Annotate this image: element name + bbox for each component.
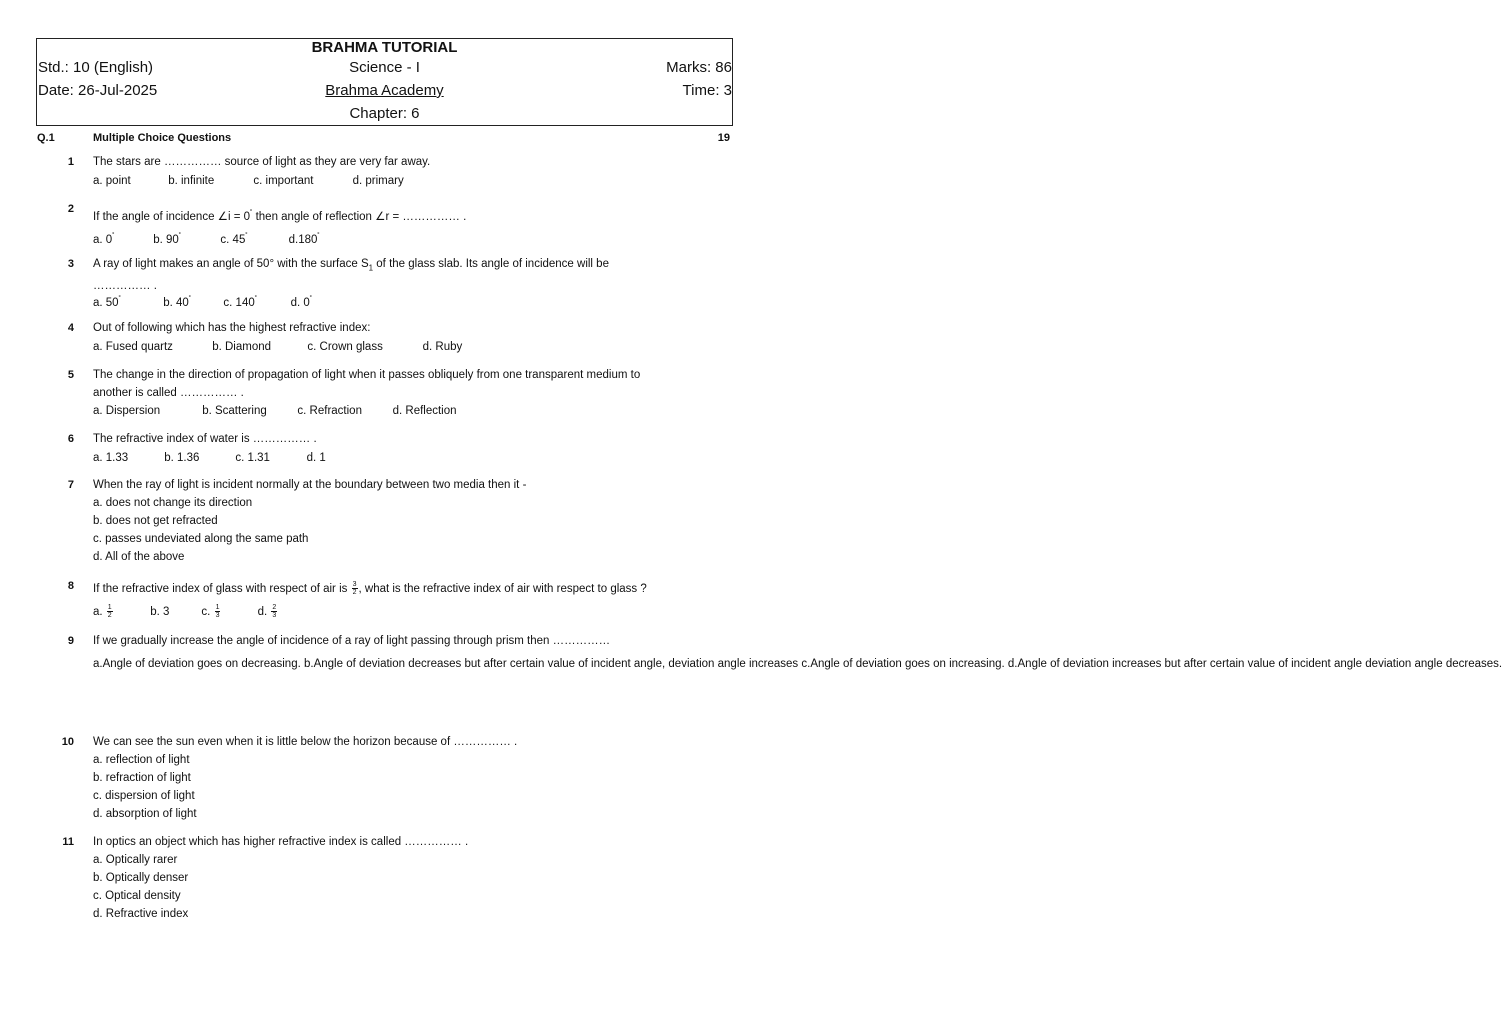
option-c: c. Optical density xyxy=(93,890,181,902)
option-a: a. Fused quartz xyxy=(93,341,173,353)
option-b: b.Angle of deviation decreases but after certain value of incident angle, deviation angle increases xyxy=(304,658,799,670)
section-marks: 19 xyxy=(717,132,730,144)
date-label: Date: 26-Jul-2025 xyxy=(38,82,158,99)
option-c: c. important xyxy=(253,175,314,187)
question-number: 3 xyxy=(67,258,74,270)
option-d: d.Angle of deviation increases but after certain value of incident angle deviation angle decreases. xyxy=(1007,658,1502,670)
option-a: a. does not change its direction xyxy=(93,497,253,509)
option-b: b. infinite xyxy=(168,175,215,187)
question-text: If the angle of incidence ∠i = 0˚ then angle of reflection ∠r = …………… . xyxy=(93,210,467,223)
options-row xyxy=(93,603,278,621)
options-row xyxy=(93,402,457,420)
option-d: d. absorption of light xyxy=(93,808,197,820)
question-text: If the refractive index of glass with respect of air is $\frac{3}{2}$ , what is the refractive index of air with respect to glass ? xyxy=(93,581,647,597)
option-b: b. does not get refracted xyxy=(93,515,218,527)
option-d: d. Reflection xyxy=(392,405,457,417)
options-row xyxy=(93,338,462,356)
option-b: b. Scattering xyxy=(202,405,267,417)
question-text: In optics an object which has higher refractive index is called …………… . a. Optically rarer b. Optically denser c. Optical density d. Refractive index xyxy=(93,833,693,923)
option-a: a. 50˚ xyxy=(93,296,121,309)
question-number: 1 xyxy=(67,156,74,168)
question-text: We can see the sun even when it is little below the horizon because of …………… . a. reflection of light b. refraction of light c. dispersion of light d. absorption of light xyxy=(93,733,693,823)
options-row xyxy=(93,172,404,190)
option-b: b. Optically denser xyxy=(93,872,189,884)
option-b: b. 1.36 xyxy=(164,452,200,464)
section-number: Q.1 xyxy=(37,132,55,144)
question-text: When the ray of light is incident normally at the boundary between two media then it - a. does not change its direction b. does not get refracted c. passes undeviated along the same path d. All of the above xyxy=(93,476,693,566)
question-number: 6 xyxy=(67,433,74,445)
option-c: c.Angle of deviation goes on increasing. xyxy=(801,658,1005,670)
options-list xyxy=(93,655,1502,673)
question-number: 8 xyxy=(67,580,74,592)
option-c: c. 1.31 xyxy=(235,452,270,464)
option-d: d. All of the above xyxy=(93,551,185,563)
question-text: The change in the direction of propagation of light when it passes obliquely from one transparent medium to another is called …………… . xyxy=(93,369,641,399)
section-title: Multiple Choice Questions xyxy=(93,132,232,144)
question-text: The stars are …………… source of light as they are very far away. xyxy=(93,156,431,168)
option-d: d. $\frac{2}{3}$ xyxy=(257,604,277,620)
question-text: Out of following which has the highest refractive index: xyxy=(93,322,371,334)
option-b: b. 3 xyxy=(150,606,170,618)
question-text: If we gradually increase the angle of incidence of a ray of light passing through prism then …………… xyxy=(93,635,611,647)
option-d: d.180˚ xyxy=(288,233,320,246)
paper-header xyxy=(36,38,733,126)
option-d: d. Ruby xyxy=(422,341,463,353)
options-row xyxy=(93,449,326,467)
option-d: d. 0˚ xyxy=(290,296,313,309)
option-a: a. Dispersion xyxy=(93,405,161,417)
marks-label: Marks: 86 xyxy=(666,59,732,76)
option-d: d. Refractive index xyxy=(93,908,189,920)
option-a: a. reflection of light xyxy=(93,754,190,766)
question-text: The refractive index of water is …………… . xyxy=(93,433,317,445)
option-c: c. Crown glass xyxy=(307,341,383,353)
option-a: a. 0˚ xyxy=(93,233,115,246)
time-label: Time: 3 xyxy=(682,82,732,99)
question-number: 11 xyxy=(62,836,74,848)
question-number: 2 xyxy=(67,203,74,215)
option-a: a. Optically rarer xyxy=(93,854,178,866)
option-c: c. Refraction xyxy=(297,405,362,417)
question-number: 4 xyxy=(67,322,74,334)
option-a: a. $\frac{1}{2}$ xyxy=(93,604,112,620)
option-c: c. dispersion of light xyxy=(93,790,195,802)
option-d: d. 1 xyxy=(306,452,326,464)
question-number: 9 xyxy=(67,635,74,647)
org-title: BRAHMA TUTORIAL xyxy=(311,39,458,56)
question-number: 7 xyxy=(67,479,74,491)
standard-label: Std.: 10 (English) xyxy=(38,59,154,76)
option-b: b. Diamond xyxy=(212,341,272,353)
subject-label: Science - I xyxy=(349,59,420,76)
academy-name: Brahma Academy xyxy=(325,82,444,99)
question-number: 5 xyxy=(67,369,74,381)
question-number: 10 xyxy=(61,736,74,748)
options-row xyxy=(93,291,312,312)
chapter-label: Chapter: 6 xyxy=(349,105,420,122)
option-c: c. 140˚ xyxy=(223,296,258,309)
option-c: c. $\frac{1}{3}$ xyxy=(201,604,220,620)
option-a: a. 1.33 xyxy=(93,452,129,464)
question-text: A ray of light makes an angle of 50° with the surface $S_1$ of the glass slab. Its angle of incidence will be …………… . xyxy=(93,258,609,293)
option-d: d. primary xyxy=(352,175,404,187)
option-c: c. passes undeviated along the same path xyxy=(93,533,309,545)
option-a: a. point xyxy=(93,175,131,187)
option-c: c. 45˚ xyxy=(220,233,248,246)
option-b: b. refraction of light xyxy=(93,772,191,784)
option-b: b. 40˚ xyxy=(163,296,192,309)
option-a: a.Angle of deviation goes on decreasing. xyxy=(93,658,301,670)
option-b: b. 90˚ xyxy=(153,233,182,246)
fraction-three-halves: $\frac{3}{2}$ xyxy=(352,581,357,597)
options-row xyxy=(93,228,320,249)
